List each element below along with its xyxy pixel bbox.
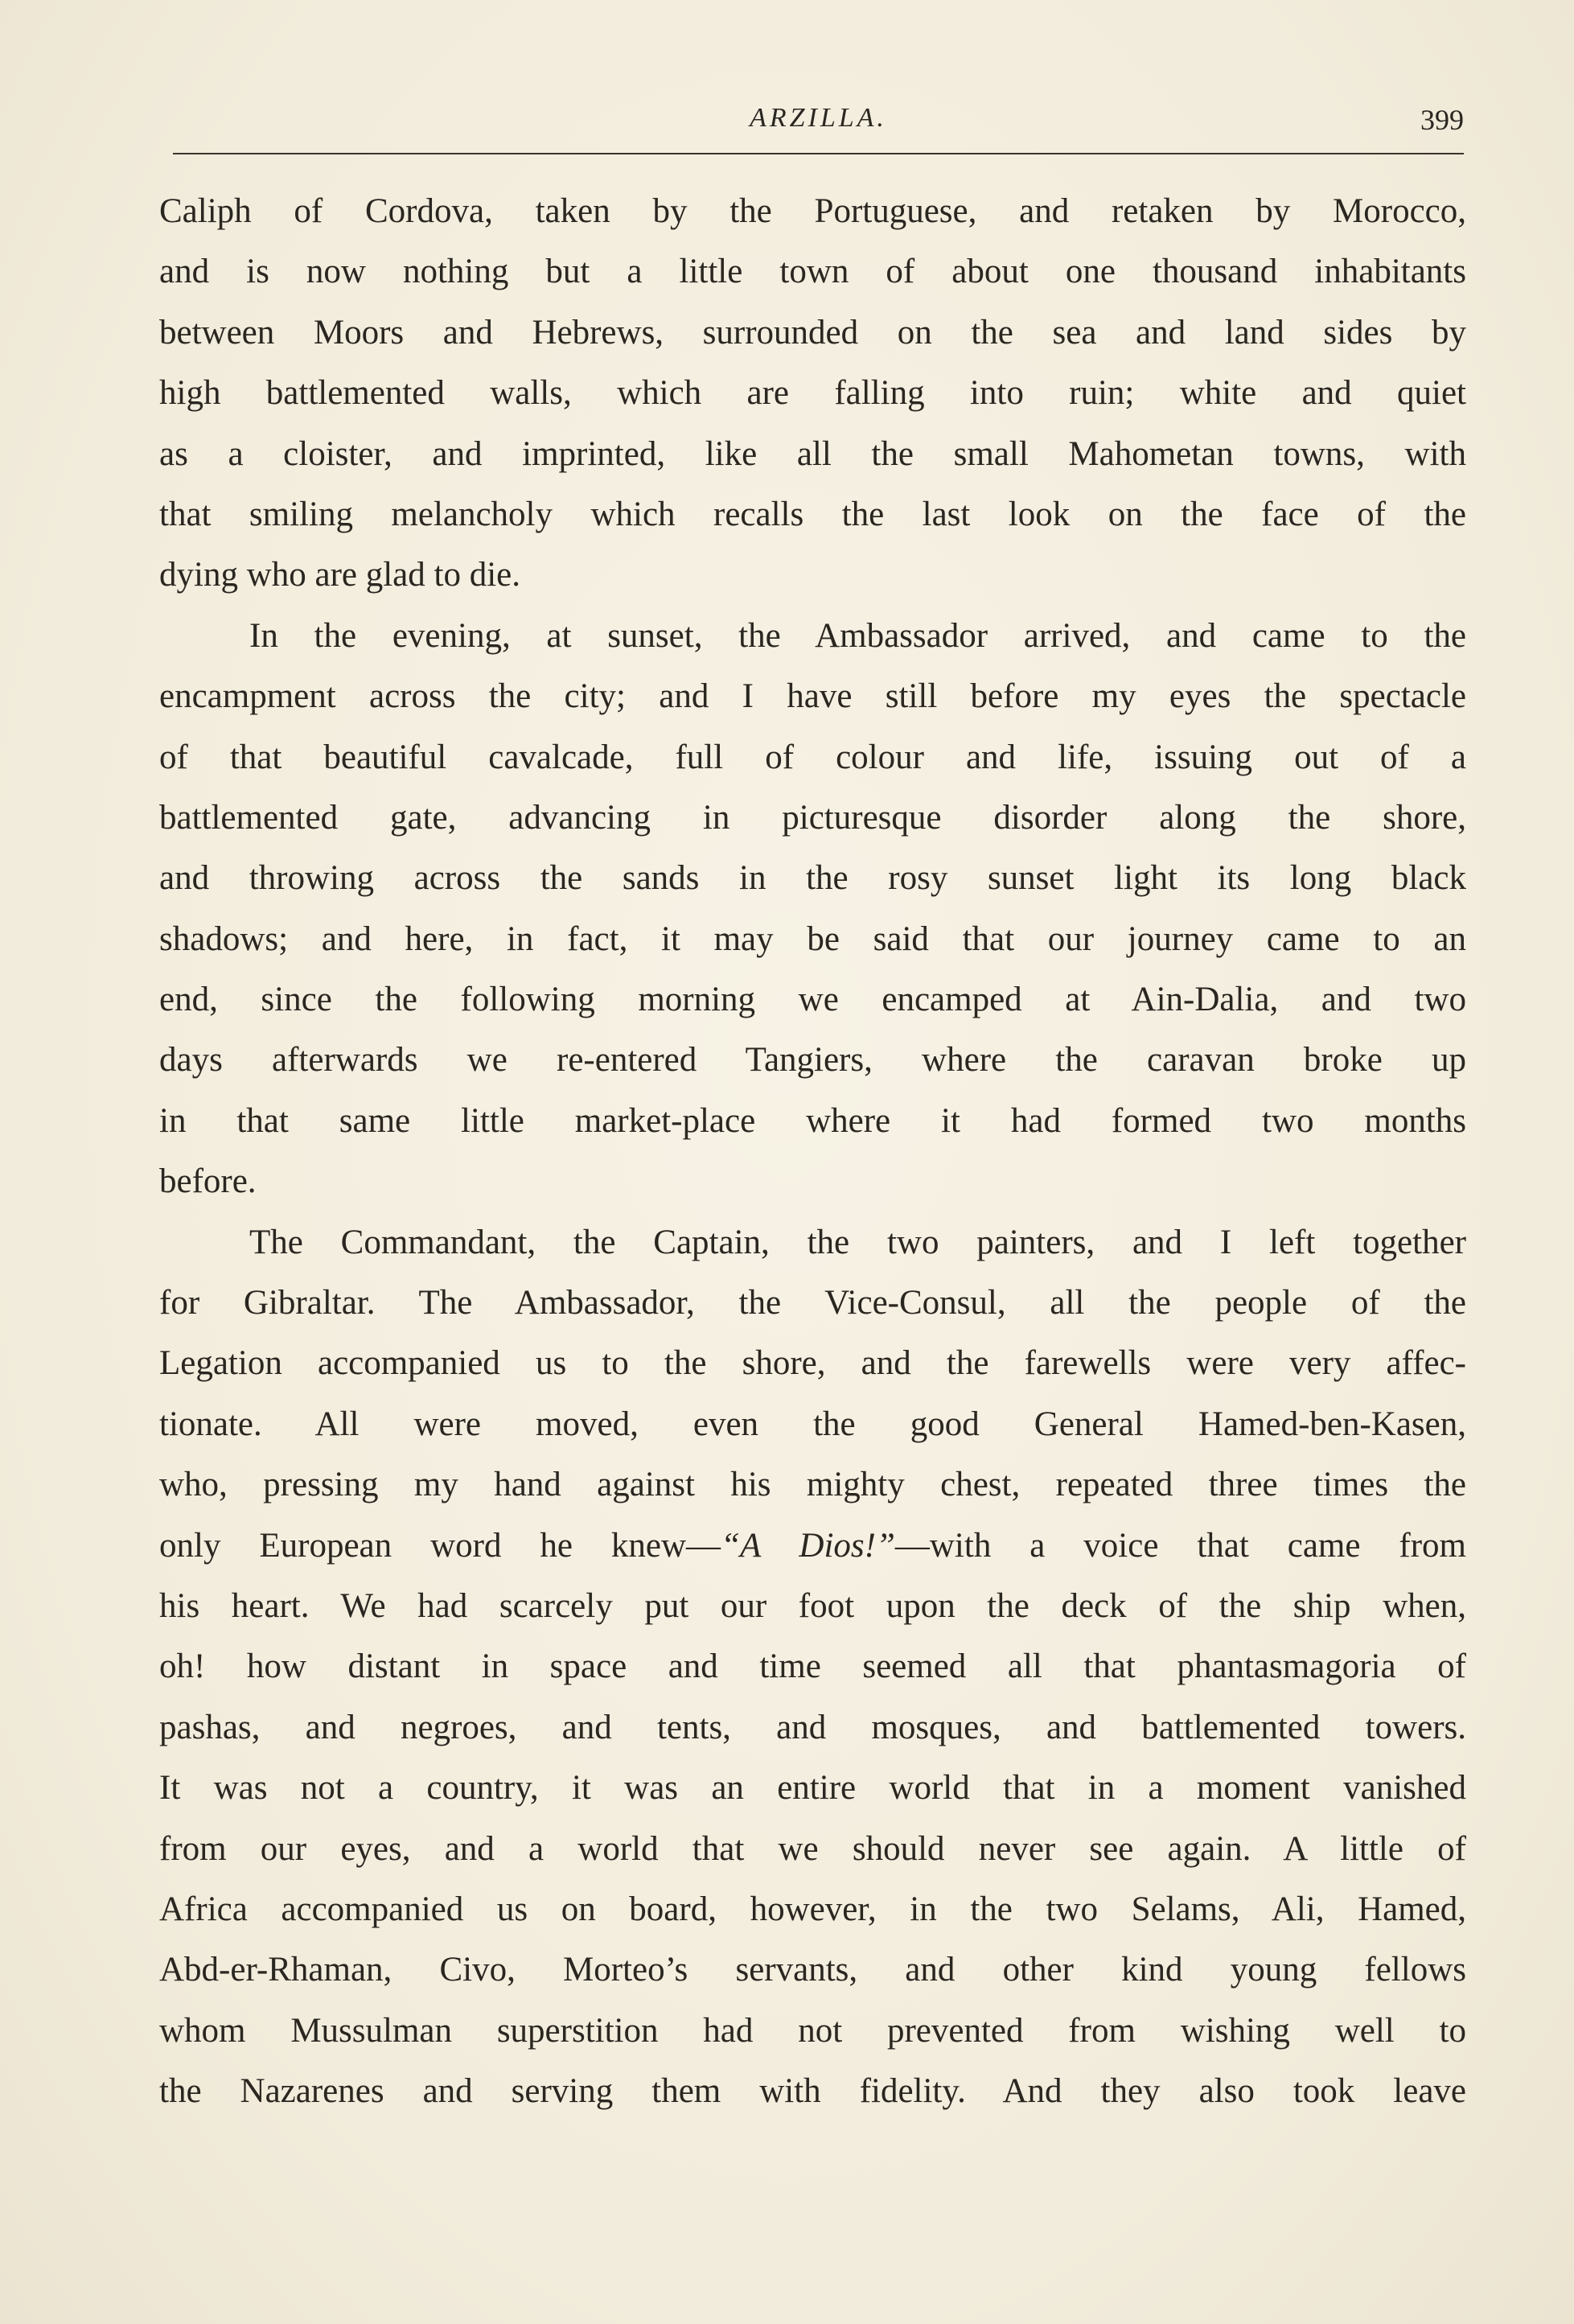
text-line: whom Mussulman superstition had not prevented from wishing well to <box>159 2011 1466 2050</box>
text-line: of that beautiful cavalcade, full of colour and life, issuing out of a <box>159 738 1466 776</box>
text-line: Caliph of Cordova, taken by the Portuguese, and retaken by Morocco, <box>159 192 1466 230</box>
header-rule <box>173 153 1464 154</box>
text-line: before. <box>159 1162 257 1201</box>
text-line: for Gibraltar. The Ambassador, the Vice-Consul, all the people of the <box>159 1284 1466 1322</box>
text-line: encampment across the city; and I have still before my eyes the spectacle <box>159 677 1466 716</box>
text-line: his heart. We had scarcely put our foot upon the deck of the ship when, <box>159 1586 1466 1625</box>
text-line: Legation accompanied us to the shore, and the farewells were very affec- <box>159 1344 1466 1383</box>
paragraph-2 <box>159 606 1466 1212</box>
text-line: who, pressing my hand against his mighty chest, repeated three times the <box>159 1466 1466 1504</box>
text-line: oh! how distant in space and time seemed all that phantasmagoria of <box>159 1647 1466 1686</box>
text-line: shadows; and here, in fact, it may be said that our journey came to an <box>159 919 1466 958</box>
text-line: end, since the following morning we encamped at Ain-Dalia, and two <box>159 981 1466 1019</box>
text-line: dying who are glad to die. <box>159 556 521 594</box>
text-line: tionate. All were moved, even the good General Hamed-ben-Kasen, <box>159 1405 1466 1443</box>
paragraph-3 <box>159 1212 1466 2122</box>
running-title: ARZILLA. <box>750 103 887 133</box>
text-line: that smiling melancholy which recalls the last look on the face of the <box>159 495 1466 533</box>
text-line: Abd-er-Rhaman, Civo, Morteo’s servants, and other kind young fellows <box>159 1951 1466 1989</box>
text-line: only European word he knew—“A Dios!”—with a voice that came from <box>159 1526 1466 1565</box>
page-number: 399 <box>1420 104 1464 136</box>
text-line: in that same little market-place where it had formed two months <box>159 1101 1466 1140</box>
text-line: as a cloister, and imprinted, like all the small Mahometan towns, with <box>159 434 1466 473</box>
text-line: Africa accompanied us on board, however, in the two Selams, Ali, Hamed, <box>159 1890 1466 1928</box>
text-line: the Nazarenes and serving them with fidelity. And they also took leave <box>159 2072 1466 2111</box>
paragraph-1 <box>159 181 1466 606</box>
text-line: and throwing across the sands in the rosy sunset light its long black <box>159 859 1466 898</box>
text-line: It was not a country, it was an entire world that in a moment vanished <box>159 1769 1466 1808</box>
text-line: pashas, and negroes, and tents, and mosques, and battlemented towers. <box>159 1708 1466 1746</box>
body-text <box>159 181 1466 2122</box>
text-line: between Moors and Hebrews, surrounded on the sea and land sides by <box>159 313 1466 352</box>
running-head <box>173 103 1464 143</box>
italic-phrase: “A Dios!” <box>721 1526 895 1565</box>
text-line: high battlemented walls, which are falling into ruin; white and quiet <box>159 374 1466 413</box>
text-line: from our eyes, and a world that we should never see again. A little of <box>159 1829 1466 1868</box>
text-line: In the evening, at sunset, the Ambassador arrived, and came to the <box>249 616 1466 655</box>
text-line: battlemented gate, advancing in picturesque disorder along the shore, <box>159 798 1466 837</box>
text-line: and is now nothing but a little town of about one thousand inhabitants <box>159 253 1466 291</box>
text-line: days afterwards we re-entered Tangiers, where the caravan broke up <box>159 1041 1466 1080</box>
text-line: The Commandant, the Captain, the two painters, and I left together <box>249 1223 1466 1261</box>
